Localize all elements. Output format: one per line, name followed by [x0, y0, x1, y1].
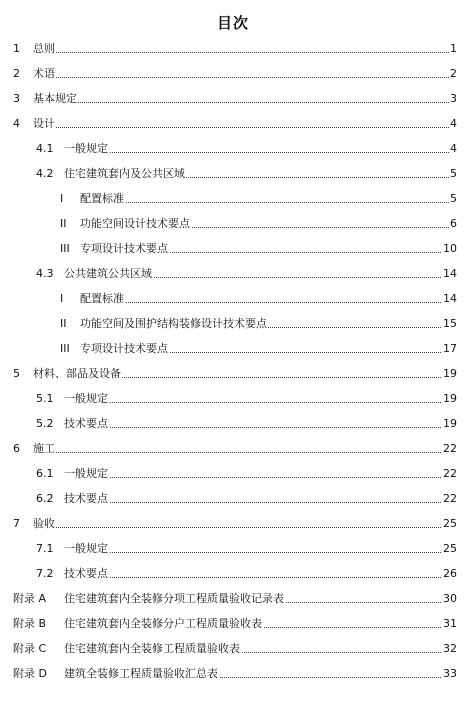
toc-entry-page: 33 — [443, 667, 457, 680]
toc-entry[interactable] — [0, 141, 466, 157]
toc-leader-dots — [33, 527, 457, 528]
toc-entry[interactable] — [0, 216, 466, 232]
toc-entry-label: 总则 — [33, 42, 55, 55]
toc-entry[interactable] — [0, 391, 466, 407]
toc-entry-number: 7.2 — [36, 567, 54, 580]
toc-entry-label: 功能空间设计技术要点 — [80, 217, 190, 230]
toc-entry-page: 19 — [443, 367, 457, 380]
toc-entry-number: 附录 C — [13, 642, 47, 655]
toc-entry[interactable] — [0, 66, 466, 82]
toc-leader-dots — [33, 77, 457, 78]
toc-entry[interactable] — [0, 166, 466, 182]
page-title: 目次 — [216, 14, 249, 32]
toc-entry[interactable] — [0, 91, 466, 107]
toc-entry[interactable] — [0, 416, 466, 432]
toc-entry-page: 25 — [443, 517, 457, 530]
toc-entry-page: 6 — [450, 217, 457, 230]
toc-entry-page: 15 — [443, 317, 457, 330]
toc-leader-dots — [64, 502, 457, 503]
toc-leader-dots — [64, 427, 457, 428]
toc-entry-label: 住宅建筑套内全装修分项工程质量验收记录表 — [64, 592, 284, 605]
toc-leader-dots — [80, 302, 457, 303]
toc-entry-number: 附录 D — [13, 667, 47, 680]
toc-entry-label: 术语 — [33, 67, 55, 80]
toc-entry[interactable] — [0, 641, 466, 657]
toc-entry-number: II — [60, 217, 67, 230]
toc-entry-page: 5 — [450, 192, 457, 205]
toc-entry[interactable] — [0, 116, 466, 132]
toc-entry[interactable] — [0, 241, 466, 257]
toc-entry[interactable] — [0, 441, 466, 457]
toc-entry[interactable] — [0, 616, 466, 632]
toc-entry-page: 14 — [443, 267, 457, 280]
toc-entry-number: 5.1 — [36, 392, 54, 405]
toc-entry-page: 4 — [450, 142, 457, 155]
toc-entry-number: I — [60, 292, 64, 305]
toc-leader-dots — [80, 202, 457, 203]
toc-leader-dots — [64, 152, 457, 153]
toc-entry-number: 1 — [13, 42, 20, 55]
toc-entry-label: 配置标准 — [80, 192, 124, 205]
toc-entry[interactable] — [0, 366, 466, 382]
toc-entry-label: 一般规定 — [64, 392, 108, 405]
toc-entry-label: 专项设计技术要点 — [80, 242, 168, 255]
toc-entry-number: 6.1 — [36, 467, 54, 480]
toc-entry-number: 附录 B — [13, 617, 47, 630]
toc-entry-page: 10 — [443, 242, 457, 255]
toc-entry-label: 基本规定 — [33, 92, 77, 105]
toc-entry-label: 住宅建筑套内全装修分户工程质量验收表 — [64, 617, 262, 630]
toc-entry[interactable] — [0, 466, 466, 482]
toc-entry-number: 附录 A — [13, 592, 47, 605]
toc-leader-dots — [33, 52, 457, 53]
toc-leader-dots — [64, 402, 457, 403]
toc-entry-label: 一般规定 — [64, 142, 108, 155]
toc-entry-number: 4.1 — [36, 142, 54, 155]
toc-entry-page: 19 — [443, 392, 457, 405]
toc-entry-label: 住宅建筑套内及公共区域 — [64, 167, 185, 180]
toc-entry-page: 22 — [443, 467, 457, 480]
toc-entry-label: 建筑全装修工程质量验收汇总表 — [64, 667, 218, 680]
toc-entry-number: 5.2 — [36, 417, 54, 430]
toc-entry-label: 配置标准 — [80, 292, 124, 305]
toc-entry-number: I — [60, 192, 64, 205]
toc-entry[interactable] — [0, 591, 466, 607]
toc-entry[interactable] — [0, 341, 466, 357]
toc-leader-dots — [64, 477, 457, 478]
toc-entry-number: 4.2 — [36, 167, 54, 180]
toc-entry-number: III — [60, 242, 70, 255]
toc-entry[interactable] — [0, 491, 466, 507]
toc-leader-dots — [33, 452, 457, 453]
toc-entry-label: 技术要点 — [64, 567, 108, 580]
toc-entry-number: III — [60, 342, 70, 355]
toc-entry-label: 验收 — [33, 517, 55, 530]
toc-entry-page: 2 — [450, 67, 457, 80]
toc-entry-page: 26 — [443, 567, 457, 580]
toc-entry-label: 专项设计技术要点 — [80, 342, 168, 355]
toc-leader-dots — [33, 127, 457, 128]
toc-entry-number: 7 — [13, 517, 20, 530]
toc-entry-page: 22 — [443, 492, 457, 505]
toc-entry-page: 14 — [443, 292, 457, 305]
toc-entry-label: 施工 — [33, 442, 55, 455]
toc-entry-number: 3 — [13, 92, 20, 105]
toc-entry[interactable] — [0, 566, 466, 582]
toc-entry-number: 7.1 — [36, 542, 54, 555]
toc-entry[interactable] — [0, 316, 466, 332]
toc-leader-dots — [64, 577, 457, 578]
toc-leader-dots — [33, 102, 457, 103]
toc-entry-label: 一般规定 — [64, 467, 108, 480]
toc-entry-number: II — [60, 317, 67, 330]
toc-entry-label: 技术要点 — [64, 492, 108, 505]
toc-entry-label: 公共建筑公共区域 — [64, 267, 152, 280]
toc-entry-label: 一般规定 — [64, 542, 108, 555]
toc-entry-page: 30 — [443, 592, 457, 605]
toc-entry-page: 4 — [450, 117, 457, 130]
toc-entry-number: 6 — [13, 442, 20, 455]
toc-entry[interactable] — [0, 291, 466, 307]
toc-entry-number: 4.3 — [36, 267, 54, 280]
toc-entry-label: 住宅建筑套内全装修工程质量验收表 — [64, 642, 240, 655]
toc-entry[interactable] — [0, 541, 466, 557]
toc-entry[interactable] — [0, 191, 466, 207]
toc-entry-page: 32 — [443, 642, 457, 655]
toc-entry-page: 17 — [443, 342, 457, 355]
toc-entry-page: 25 — [443, 542, 457, 555]
toc-entry[interactable] — [0, 266, 466, 282]
toc-entry-label: 技术要点 — [64, 417, 108, 430]
toc-entry-page: 1 — [450, 42, 457, 55]
toc-entry-number: 2 — [13, 67, 20, 80]
toc-entry[interactable] — [0, 516, 466, 532]
toc-entry-page: 22 — [443, 442, 457, 455]
toc-entry-label: 材料、部品及设备 — [33, 367, 121, 380]
toc-entry-page: 3 — [450, 92, 457, 105]
toc-entry[interactable] — [0, 666, 466, 682]
toc-entry-label: 设计 — [33, 117, 55, 130]
toc-entry-number: 6.2 — [36, 492, 54, 505]
toc-entry-page: 5 — [450, 167, 457, 180]
toc-entry-page: 19 — [443, 417, 457, 430]
toc-entry-page: 31 — [443, 617, 457, 630]
toc-entry-label: 功能空间及围护结构装修设计技术要点 — [80, 317, 267, 330]
toc-leader-dots — [64, 552, 457, 553]
toc-entry-number: 4 — [13, 117, 20, 130]
toc-entry[interactable] — [0, 41, 466, 57]
toc-entry-number: 5 — [13, 367, 20, 380]
